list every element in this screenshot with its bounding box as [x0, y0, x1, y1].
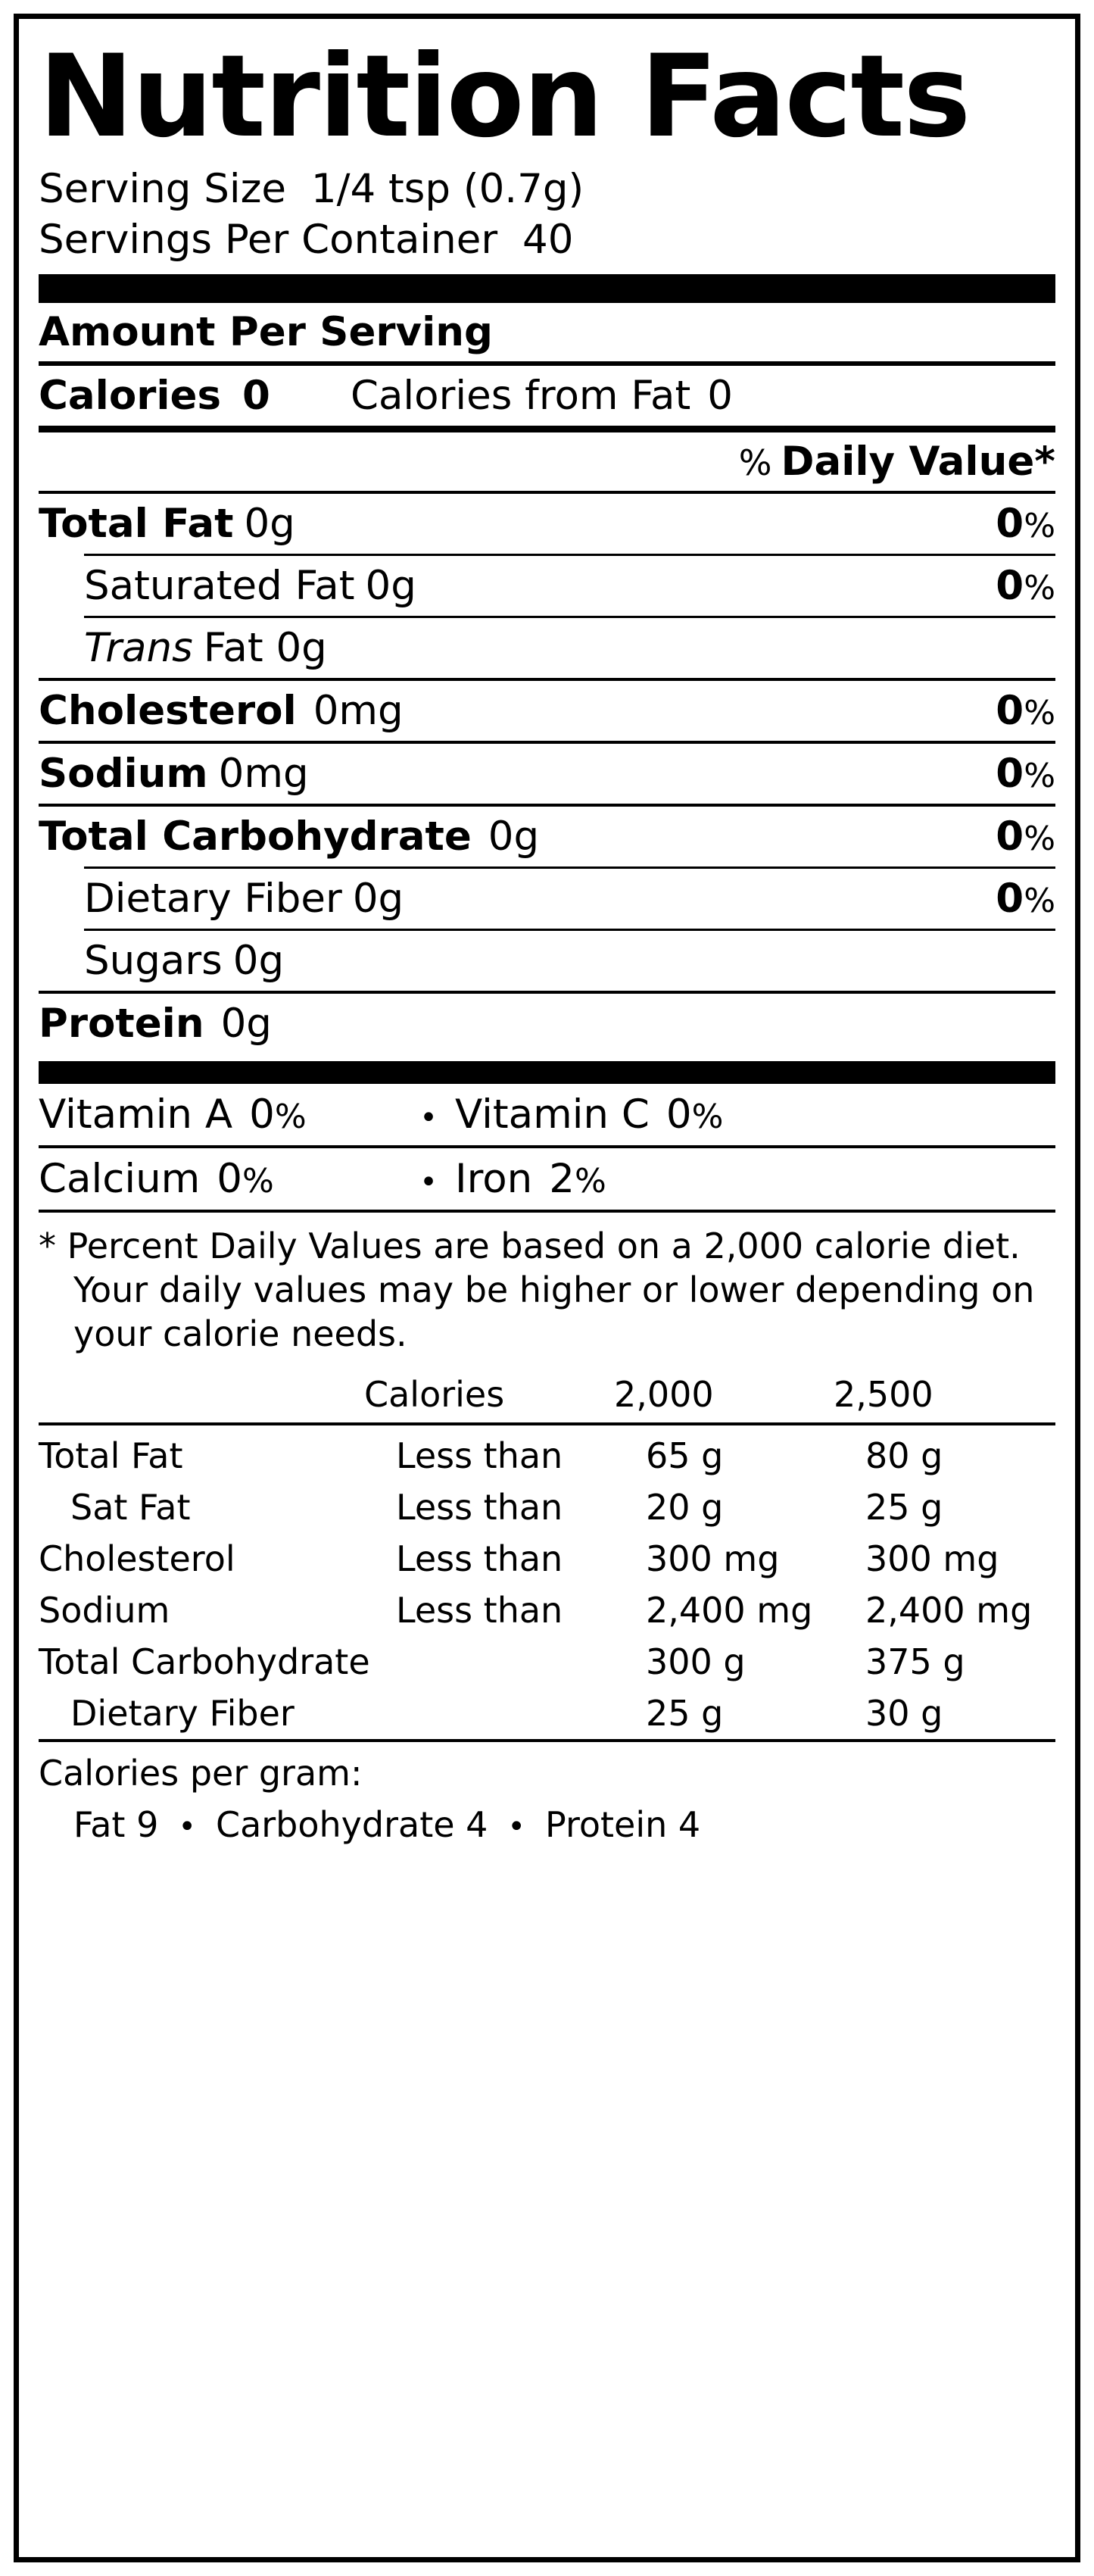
nutrient-name: Cholesterol	[39, 688, 297, 735]
nutrient-name: Sodium	[39, 751, 208, 798]
dv-row-less: Less than	[396, 1538, 563, 1579]
divider-after-calories	[39, 426, 1055, 432]
vitamin-a-pct: %	[274, 1098, 307, 1137]
dv-row-name: Dietary Fiber	[70, 1692, 295, 1734]
daily-value-text: Daily Value*	[781, 439, 1055, 486]
vitamin-a-value: 0	[249, 1091, 275, 1138]
nutrient-name: Sugars	[84, 938, 223, 985]
nutrient-row-saturated-fat	[39, 556, 1055, 616]
vitamin-row-2	[39, 1148, 1055, 1210]
serving-size-label: Serving Size	[39, 166, 287, 212]
cpg-protein: Protein 4	[545, 1803, 701, 1845]
calories-value: 0	[242, 373, 270, 420]
vitamin-c-pct: %	[691, 1098, 724, 1137]
dv-row-2000: 20 g	[646, 1486, 724, 1528]
servings-per-container-line	[39, 217, 1055, 264]
dv-row-name: Cholesterol	[39, 1538, 235, 1579]
nutrient-row-protein	[39, 994, 1055, 1054]
vitamin-c-name: Vitamin C	[455, 1091, 650, 1138]
dv-row-2500: 300 mg	[865, 1538, 999, 1579]
dv-row-2500: 2,400 mg	[865, 1589, 1033, 1631]
nutrient-dv-pct: %	[1024, 757, 1055, 796]
servings-per-container-label: Servings Per Container	[39, 216, 498, 263]
nutrient-row-sugars	[39, 931, 1055, 991]
daily-values-reference-body	[39, 1430, 1055, 1739]
calories-per-gram-values	[39, 1798, 1055, 1848]
header-2500: 2,500	[834, 1373, 933, 1415]
dv-row-less: Less than	[396, 1589, 563, 1631]
daily-value-header	[39, 432, 1055, 491]
table-row	[39, 1430, 1055, 1482]
calcium-pct: %	[242, 1162, 274, 1201]
calories-label: Calories	[39, 373, 222, 420]
calcium-name: Calcium	[39, 1156, 201, 1203]
nutrient-name: Total Carbohydrate	[39, 813, 472, 860]
nutrient-amount: 0g	[365, 563, 416, 610]
nutrient-dv-pct: %	[1024, 694, 1055, 733]
bullet-icon: •	[419, 1165, 438, 1201]
divider-dv-table-header	[39, 1422, 1055, 1425]
calories-from-fat-value: 0	[707, 373, 733, 420]
vitamin-c-value: 0	[665, 1091, 692, 1138]
nutrient-amount: Fat 0g	[203, 625, 327, 672]
nutrient-name: Trans	[84, 625, 193, 672]
nutrient-amount: 0g	[220, 1001, 272, 1048]
daily-value-footnote-text: * Percent Daily Values are based on a 2,000 calorie diet. Your daily values may be higher or lower depending on your calorie needs.	[39, 1226, 1035, 1354]
dv-row-less: Less than	[396, 1486, 563, 1528]
dv-row-2000: 65 g	[646, 1435, 724, 1476]
bullet-icon: •	[507, 1809, 526, 1844]
dv-row-less	[396, 1636, 646, 1688]
dv-row-2000: 300 mg	[646, 1538, 780, 1579]
cpg-fat: Fat 9	[73, 1803, 159, 1845]
nutrient-row-cholesterol	[39, 681, 1055, 741]
table-header-row	[39, 1369, 1055, 1422]
divider-thick-top	[39, 274, 1055, 303]
header-calories: Calories	[364, 1373, 505, 1415]
dv-row-name: Sodium	[39, 1589, 170, 1631]
nutrient-amount: 0g	[232, 938, 285, 985]
nutrient-amount: 0mg	[218, 751, 309, 798]
calories-row	[39, 366, 1055, 426]
dv-row-less	[396, 1688, 646, 1739]
nutrient-row-total-fat	[39, 494, 1055, 554]
dv-row-2500: 30 g	[865, 1692, 943, 1734]
table-row	[39, 1482, 1055, 1533]
divider-thick-vitamins	[39, 1061, 1055, 1084]
nutrient-amount: 0g	[488, 813, 540, 860]
calories-from-fat-label: Calories from Fat	[350, 373, 691, 420]
table-row	[39, 1688, 1055, 1739]
nutrient-name: Saturated Fat	[84, 563, 355, 610]
nutrient-dv-value: 0	[996, 751, 1024, 798]
table-row	[39, 1585, 1055, 1636]
dv-row-less: Less than	[396, 1435, 563, 1476]
nutrient-dv-pct: %	[1024, 507, 1055, 546]
dv-row-name: Total Carbohydrate	[39, 1641, 370, 1682]
nutrient-dv-value: 0	[996, 813, 1024, 860]
nutrient-dv-value: 0	[996, 501, 1024, 548]
nutrient-amount: 0mg	[313, 688, 404, 735]
header-2000: 2,000	[614, 1373, 714, 1415]
nutrient-amount: 0g	[352, 876, 404, 923]
nutrition-facts-label	[14, 14, 1080, 2562]
nutrient-name: Protein	[39, 1001, 204, 1048]
amount-per-serving-heading: Amount Per Serving	[39, 309, 493, 356]
calcium-value: 0	[217, 1156, 243, 1203]
daily-value-percent-sign: %	[738, 442, 772, 484]
nutrient-dv-value: 0	[996, 688, 1024, 735]
iron-pct: %	[575, 1162, 606, 1201]
vitamin-row-1	[39, 1084, 1055, 1145]
daily-values-reference-table	[39, 1369, 1055, 1422]
nutrient-name: Dietary Fiber	[84, 876, 342, 923]
nutrient-row-sodium	[39, 744, 1055, 804]
serving-size-value: 1/4 tsp (0.7g)	[310, 166, 584, 212]
daily-value-footnote	[39, 1213, 1055, 1364]
nutrient-amount: 0g	[244, 501, 295, 548]
iron-value: 2	[549, 1156, 575, 1203]
dv-row-2000: 300 g	[646, 1641, 746, 1682]
nutrient-dv-pct: %	[1024, 569, 1055, 608]
table-row	[39, 1533, 1055, 1585]
table-row	[39, 1636, 1055, 1688]
cpg-carbohydrate: Carbohydrate 4	[215, 1803, 488, 1845]
nutrient-row-dietary-fiber	[39, 869, 1055, 929]
nutrient-name: Total Fat	[39, 501, 234, 548]
nutrient-dv-value: 0	[996, 876, 1024, 923]
nutrient-dv-value: 0	[996, 563, 1024, 610]
dv-row-2500: 25 g	[865, 1486, 943, 1528]
nutrient-row-trans-fat	[39, 618, 1055, 678]
serving-size-line	[39, 166, 1055, 214]
nutrient-dv-pct: %	[1024, 820, 1055, 859]
nutrient-row-total-carbohydrate	[39, 807, 1055, 866]
calories-per-gram-label: Calories per gram:	[39, 1752, 363, 1794]
bullet-icon: •	[419, 1101, 438, 1136]
dv-row-2000: 25 g	[646, 1692, 724, 1734]
dv-row-2500: 80 g	[865, 1435, 943, 1476]
dv-row-name: Sat Fat	[70, 1486, 191, 1528]
iron-name: Iron	[455, 1156, 533, 1203]
header-blank	[39, 1369, 364, 1422]
vitamin-a-name: Vitamin A	[39, 1091, 233, 1138]
bullet-icon: •	[178, 1809, 196, 1844]
servings-per-container-value: 40	[522, 216, 574, 263]
nutrient-dv-pct: %	[1024, 882, 1055, 921]
page-title: Nutrition Facts	[39, 31, 970, 163]
dv-row-2000: 2,400 mg	[646, 1589, 813, 1631]
dv-row-name: Total Fat	[39, 1435, 183, 1476]
dv-row-2500: 375 g	[865, 1641, 965, 1682]
